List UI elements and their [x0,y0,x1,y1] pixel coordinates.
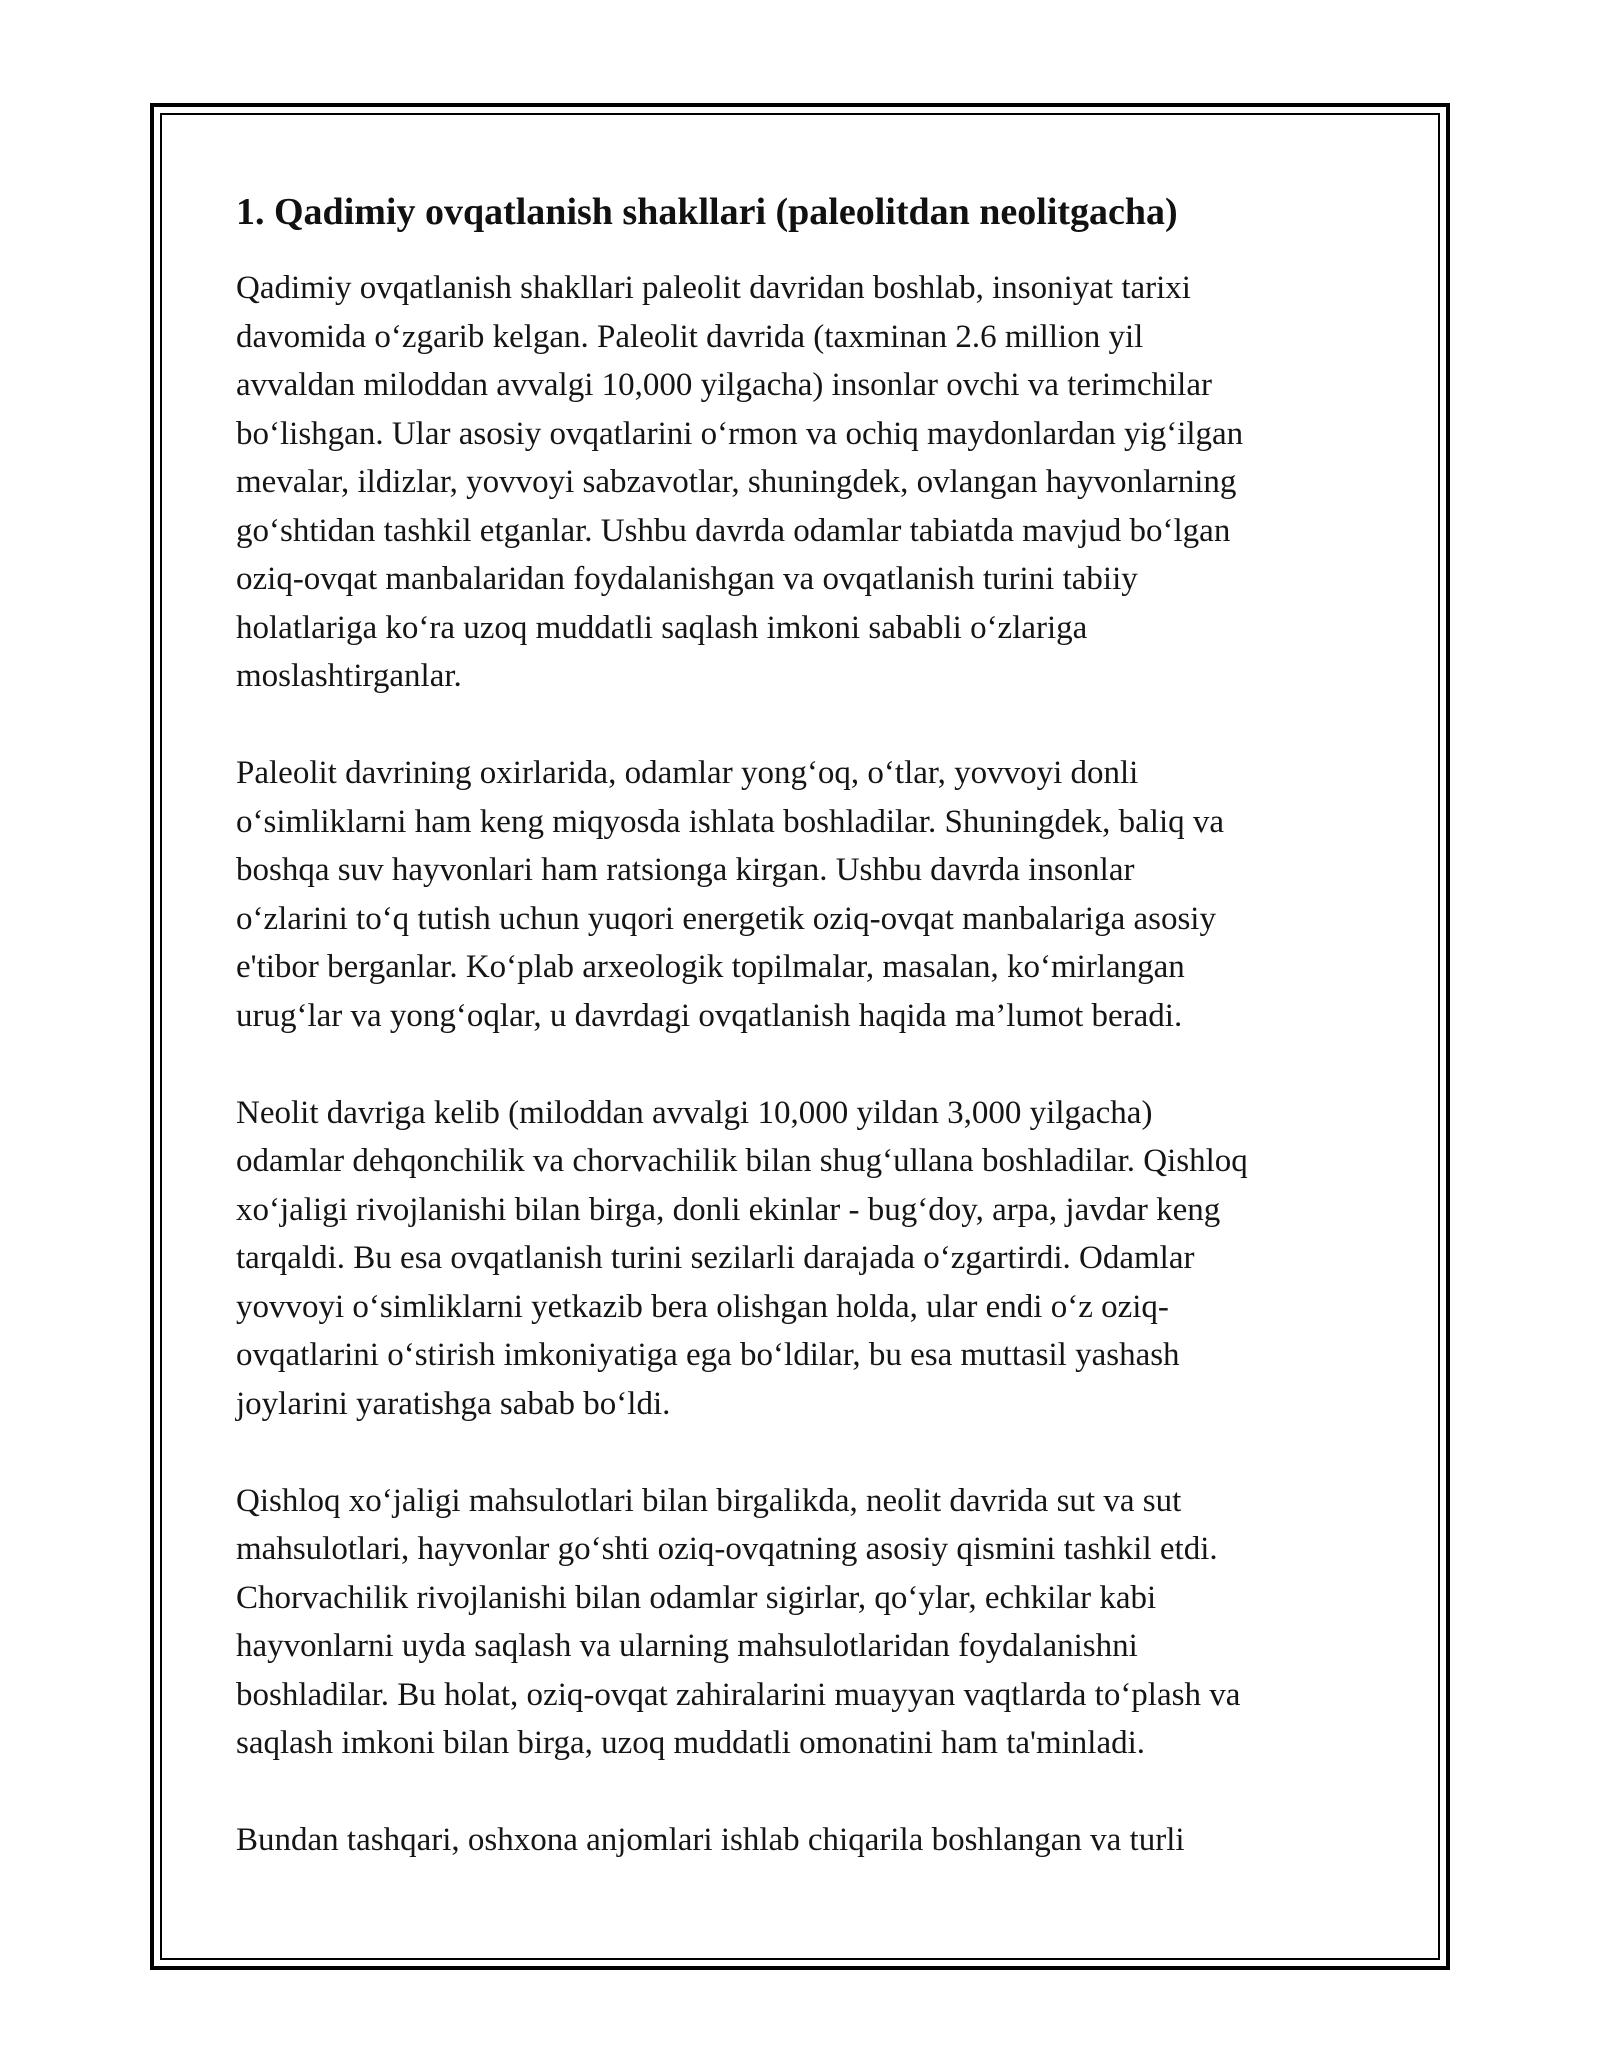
text-line: moslashtirganlar. [236,658,462,694]
text-line: xo‘jaligi rivojlanishi bilan birga, donli ekinlar - bug‘doy, arpa, javdar keng [236,1191,1221,1228]
text-line: urug‘lar va yong‘oqlar, u davrdagi ovqatlanish haqida ma’lumot beradi. [236,997,1183,1034]
paragraph-kitchen-tools [236,1816,1371,1865]
text-line: Qishloq xo‘jaligi mahsulotlari bilan birgalikda, neolit davrida sut va sut [236,1482,1182,1519]
text-line: go‘shtidan tashkil etganlar. Ushbu davrda odamlar tabiatda mavjud bo‘lgan [236,512,1231,549]
text-line: o‘zlarini to‘q tutish uchun yuqori energetik oziq-ovqat manbalariga asosiy [236,900,1216,937]
text-line: mahsulotlari, hayvonlar go‘shti oziq-ovqatning asosiy qismini tashkil etdi. [236,1531,1218,1567]
text-line: Paleolit davrining oxirlarida, odamlar yong‘oq, o‘tlar, yovvoyi donli [236,755,1139,791]
paragraph-paleolithic-intro [236,264,1371,701]
text-line: Qadimiy ovqatlanish shakllari paleolit davridan boshlab, insoniyat tarixi [236,270,1191,306]
text-line: holatlariga ko‘ra uzoq muddatli saqlash imkoni sababli o‘zlariga [236,609,1088,646]
paragraph-neolithic [236,1089,1371,1429]
paragraph-late-paleolithic [236,749,1371,1040]
text-line: yovvoyi o‘simliklarni yetkazib bera olishgan holda, ular endi o‘z oziq- [236,1288,1169,1325]
text-line: odamlar dehqonchilik va chorvachilik bilan shug‘ullana boshladilar. Qishloq [236,1143,1248,1179]
text-line: mevalar, ildizlar, yovvoyi sabzavotlar, shuningdek, ovlangan hayvonlarning [236,464,1237,500]
text-line: joylarini yaratishga sabab bo‘ldi. [236,1385,671,1422]
text-line: ovqatlarini o‘stirish imkoniyatiga ega bo‘ldilar, bu esa muttasil yashash [236,1337,1180,1373]
text-line: o‘simliklarni ham keng miqyosda ishlata boshladilar. Shuningdek, baliq va [236,803,1225,840]
text-line: davomida o‘zgarib kelgan. Paleolit davrida (taxminan 2.6 million yil [236,318,1144,355]
text-line: boshladilar. Bu holat, oziq-ovqat zahiralarini muayyan vaqtlarda to‘plash va [236,1676,1241,1713]
text-line: hayvonlarni uyda saqlash va ularning mahsulotlaridan foydalanishni [236,1628,1138,1664]
text-line: e'tibor berganlar. Ko‘plab arxeologik topilmalar, masalan, ko‘mirlangan [236,949,1185,985]
text-line: bo‘lishgan. Ular asosiy ovqatlarini o‘rmon va ochiq maydonlardan yig‘ilgan [236,415,1244,452]
text-line: oziq-ovqat manbalaridan foydalanishgan va ovqatlanish turini tabiiy [236,561,1138,597]
text-line: Bundan tashqari, oshxona anjomlari ishlab chiqarila boshlangan va turli [236,1822,1185,1858]
text-line: saqlash imkoni bilan birga, uzoq muddatli omonatini ham ta'minladi. [236,1725,1146,1761]
section-heading: 1. Qadimiy ovqatlanish shakllari (paleolitdan neolitgacha) [236,191,1178,233]
text-line: boshqa suv hayvonlari ham ratsionga kirgan. Ushbu davrda insonlar [236,852,1135,888]
document-body [236,188,1371,1913]
text-line: avvaldan miloddan avvalgi 10,000 yilgacha) insonlar ovchi va terimchilar [236,367,1212,403]
text-line: Neolit davriga kelib (miloddan avvalgi 10,000 yildan 3,000 yilgacha) [236,1094,1153,1131]
paragraph-agriculture-products [236,1477,1371,1768]
text-line: Chorvachilik rivojlanishi bilan odamlar sigirlar, qo‘ylar, echkilar kabi [236,1579,1157,1616]
text-line: tarqaldi. Bu esa ovqatlanish turini sezilarli darajada o‘zgartirdi. Odamlar [236,1240,1195,1276]
